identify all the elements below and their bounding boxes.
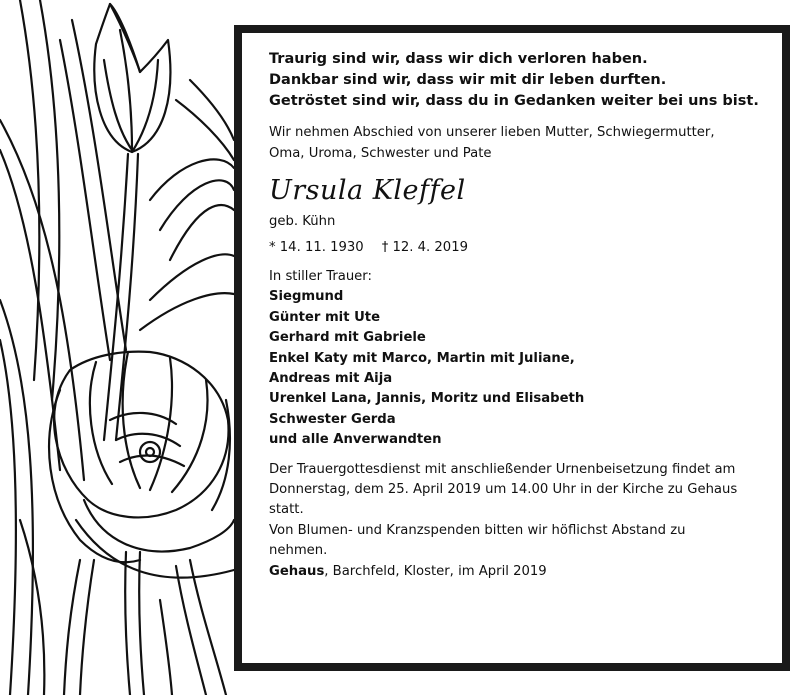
place-date-line	[269, 562, 769, 582]
obituary-panel	[241, 32, 783, 664]
place-name: Gehaus	[269, 563, 325, 579]
mourner-line: Gerhard mit Gabriele	[269, 330, 426, 346]
farewell-intro	[269, 122, 769, 164]
motto-line: Dankbar sind wir, dass wir mit dir leben durften.	[269, 72, 667, 88]
mourner-line: Günter mit Ute	[269, 309, 381, 325]
deceased-name: Ursula Kleffel	[269, 175, 466, 206]
motto-line: Traurig sind wir, dass wir dich verloren haben.	[269, 51, 648, 67]
mourner-line: und alle Anverwandten	[269, 432, 442, 448]
birth-name: geb. Kühn	[269, 214, 336, 229]
intro-line: Oma, Uroma, Schwester und Pate	[269, 146, 492, 161]
obituary-content	[269, 49, 769, 582]
mourner-line: Urenkel Lana, Jannis, Moritz und Elisabeth	[269, 391, 585, 407]
service-line: Von Blumen- und Kranzspenden bitten wir höflichst Abstand zu	[269, 522, 686, 538]
mourner-line: Schwester Gerda	[269, 411, 396, 427]
service-line: nehmen.	[269, 543, 328, 559]
death-date: † 12. 4. 2019	[381, 240, 468, 255]
motto-line: Getröstet sind wir, dass du in Gedanken weiter bei uns bist.	[269, 93, 759, 109]
intro-line: Wir nehmen Abschied von unserer lieben Mutter, Schwiegermutter,	[269, 125, 715, 140]
birth-date: * 14. 11. 1930	[269, 240, 364, 255]
mourning-intro: In stiller Trauer:	[269, 269, 372, 284]
motto	[269, 49, 769, 112]
service-notice	[269, 460, 769, 582]
service-line: Donnerstag, dem 25. April 2019 um 14.00 Uhr in der Kirche zu Gehaus	[269, 482, 738, 498]
obituary-frame	[234, 25, 790, 671]
mourner-line: Siegmund	[269, 289, 344, 305]
life-dates	[269, 240, 769, 255]
mourners-list	[269, 287, 769, 450]
service-line: Der Trauergottesdienst mit anschließender Urnenbeisetzung findet am	[269, 461, 736, 477]
place-date-rest: , Barchfeld, Kloster, im April 2019	[324, 563, 547, 579]
mourner-line: Andreas mit Aija	[269, 371, 393, 387]
mourner-line: Enkel Katy mit Marco, Martin mit Juliane,	[269, 350, 575, 366]
service-line: statt.	[269, 502, 304, 518]
